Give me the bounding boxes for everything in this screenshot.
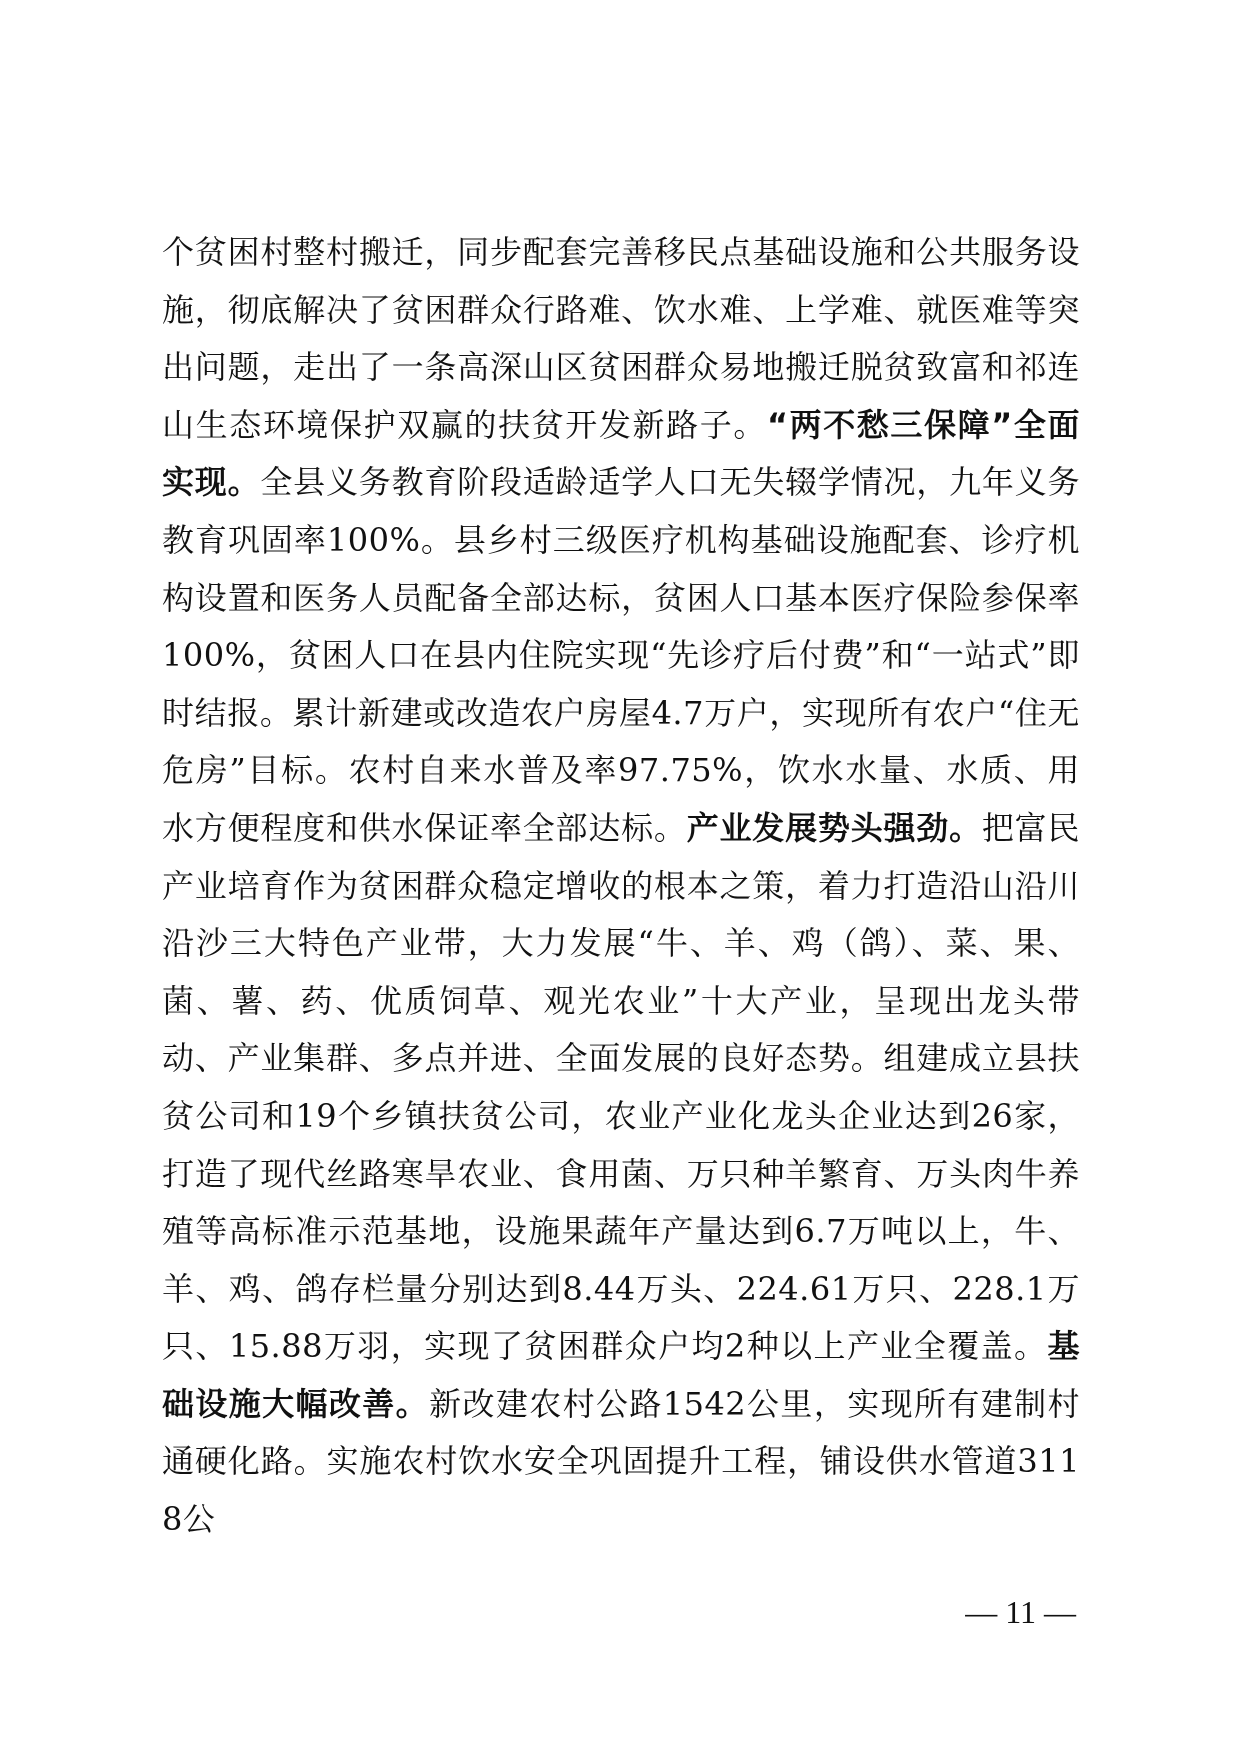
paragraph-text: 全县义务教育阶段适龄适学人口无失辍学情况，九年义务教育巩固率100%。县乡村三级医疗机构基础设施配套、诊疗机构设置和医务人员配备全部达标，贫困人口基本医疗保险参保率100%，贫困人口在县内住院实现“先诊疗后付费”和“一站式”即时结报。累计新建或改造农户房屋4.7万户，实现所有农户“住无危房”目标。农村自来水普及率97.75%，饮水水量、水质、用水方便程度和供水保证率全部达标。 <box>162 463 1080 847</box>
paragraph-text: 把富民产业培育作为贫困群众稳定增收的根本之策，着力打造沿山沿川沿沙三大特色产业带，大力发展“牛、羊、鸡（鸽）、菜、果、菌、薯、药、优质饲草、观光农业”十大产业，呈现出龙头带动、产业集群、多点并进、全面发展的良好态势。组建成立县扶贫公司和19个乡镇扶贫公司，农业产业化龙头企业达到26家，打造了现代丝路寒旱农业、食用菌、万只种羊繁育、万头肉牛养殖等高标准示范基地，设施果蔬年产量达到6.7万吨以上，牛、羊、鸡、鸽存栏量分别达到8.44万头、224.61万只、228.1万只、15.88万羽，实现了贫困群众户均2种以上产业全覆盖。 <box>162 808 1080 1366</box>
section-heading: “两不愁三保障”全面实现。 <box>162 405 1080 502</box>
body-paragraph <box>162 224 1080 1549</box>
page-number: — 11 — <box>965 1594 1076 1630</box>
paragraph-text: 新改建农村公路1542公里，实现所有建制村通硬化路。实施农村饮水安全巩固提升工程，铺设供水管道3118公 <box>162 1384 1080 1539</box>
section-heading: 产业发展势头强劲。 <box>686 808 982 847</box>
paragraph-text: 个贫困村整村搬迁，同步配套完善移民点基础设施和公共服务设施，彻底解决了贫困群众行路难、饮水难、上学难、就医难等突出问题，走出了一条高深山区贫困群众易地搬迁脱贫致富和祁连山生态环境保护双赢的扶贫开发新路子。 <box>162 233 1080 444</box>
section-heading: 基础设施大幅改善。 <box>162 1327 1080 1423</box>
